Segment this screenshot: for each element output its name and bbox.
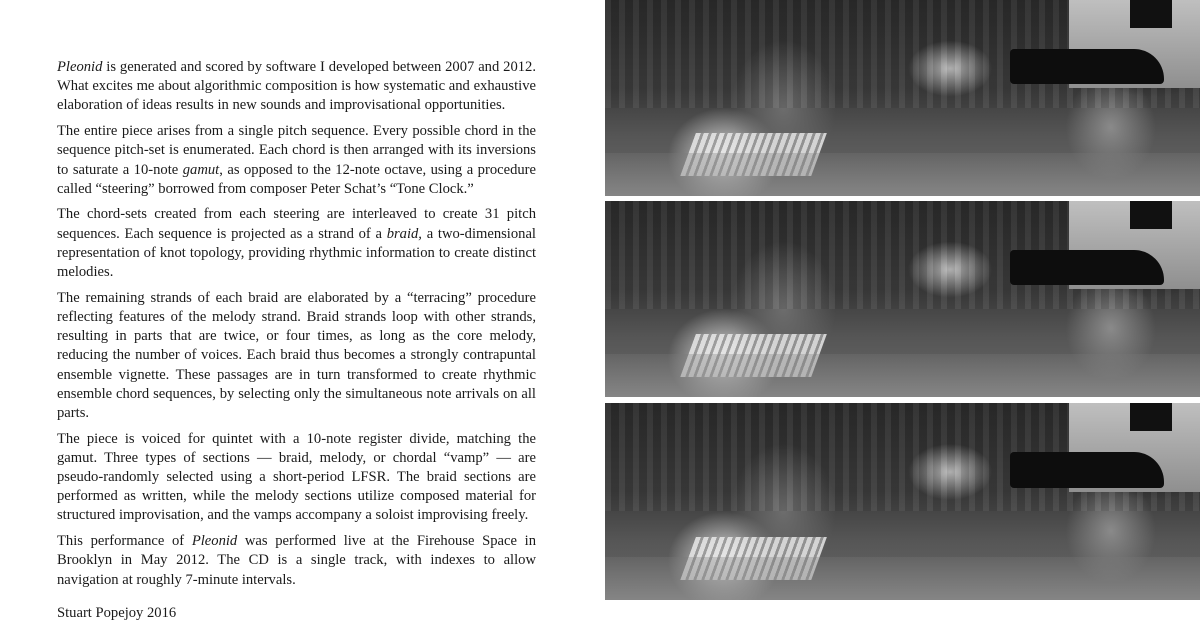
text-segment: The chord-sets created from each steering are interleaved to create 31 pitch sequences. Each sequence is projected as a strand of a (57, 206, 536, 242)
text-segment: The piece is voiced for quintet with a 10-note register divide, matching the gamut. Three types of sections — braid, melody, or chordal “vamp” — are pseudo-randomly selected using a short-period LFSR. The braid sections are performed as written, while the melody sections utilize composed material for structured improvisation, and the vamps accompany a soloist improvising freely. (57, 430, 536, 524)
speaker-shape (1130, 201, 1172, 229)
ensemble-performance-photo-3 (605, 403, 1200, 600)
paragraph-5 (57, 430, 536, 526)
term-italic: braid, (386, 225, 422, 242)
right-page (600, 0, 1200, 600)
text-segment: is generated and scored by software I developed between 2007 and 2012. What excites me about algorithmic composition is how systematic and exhaustive elaboration of ideas results in new sounds and improvisational opportunities. (57, 59, 536, 114)
paragraph-1 (57, 58, 536, 116)
piano-shape (1010, 49, 1165, 84)
text-segment: This performance of (57, 533, 192, 550)
speaker-shape (1130, 0, 1172, 28)
term-italic: gamut (182, 161, 220, 178)
paragraph-3 (57, 205, 536, 282)
paragraph-6 (57, 532, 536, 590)
piano-shape (1010, 250, 1165, 285)
text-segment: a two-dimensional representation of knot topology, providing rhythmic information to create distinct melodies. (57, 225, 536, 281)
liner-notes-text (57, 58, 536, 629)
text-segment: was performed live at the Firehouse Space in Brooklyn in May 2012. The CD is a single track, with indexes to allow navigation at roughly 7-minute intervals. (57, 533, 536, 588)
speaker-shape (1130, 403, 1172, 431)
signature: Stuart Popejoy 2016 (57, 604, 177, 621)
text-segment: The entire piece arises from a single pitch sequence. Every possible chord in the sequence pitch-set is enumerated. Each chord is then arranged with its inversions to saturate a 10-note (57, 123, 536, 178)
paragraph-4 (57, 289, 536, 423)
ensemble-performance-photo-2 (605, 201, 1200, 397)
ensemble-performance-photo-1 (605, 0, 1200, 196)
left-page (0, 0, 600, 621)
title-italic: Pleonid (57, 59, 103, 75)
title-italic: Pleonid (191, 533, 238, 550)
text-segment: The remaining strands of each braid are elaborated by a “terracing” procedure reflecting features of the melody strand. Braid strands loop with other strands, resulting in parts that are twice, or four times, as long as the core melody, reducing the number of voices. Each braid thus becomes a strongly contrapuntal ensemble vignette. These passages are in turn transformed to create rhythmic ensemble chord sequences, by selecting only the simultaneous note arrivals on all parts. (57, 289, 536, 421)
text-segment: , as opposed to the 12-note octave, using a procedure called “steering” borrowed from composer Peter Schat’s “Tone Clock.” (57, 161, 536, 197)
paragraph-2 (57, 122, 536, 199)
piano-shape (1010, 452, 1165, 487)
